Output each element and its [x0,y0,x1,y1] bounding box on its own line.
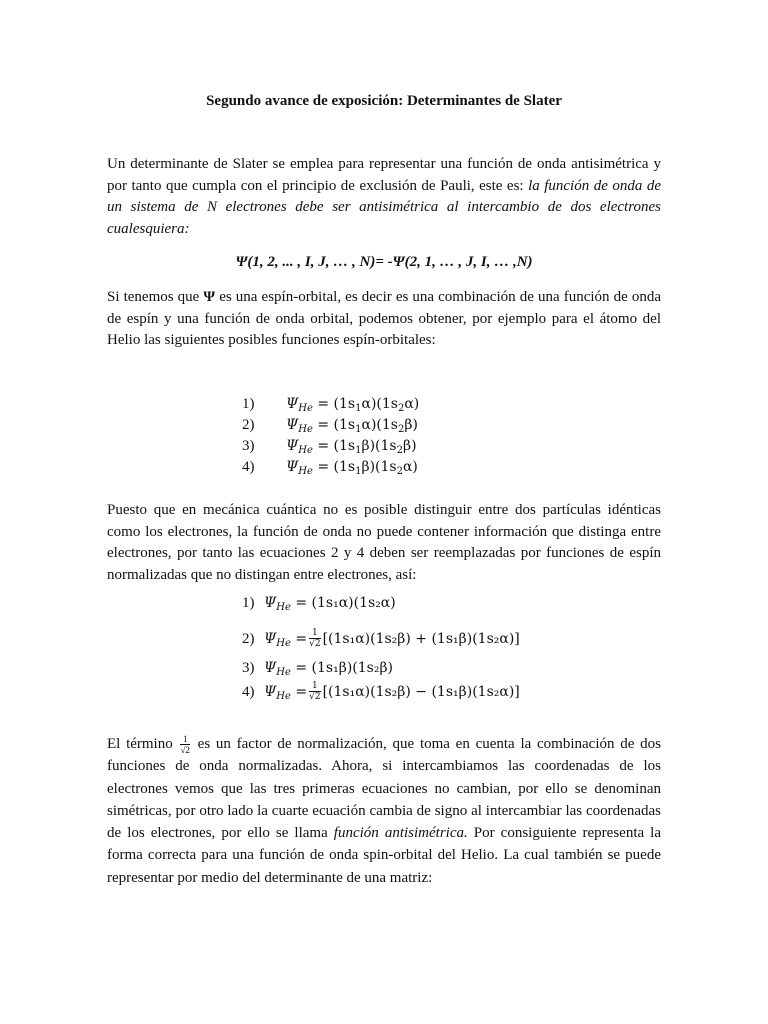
intro-text: Un determinante de Slater se emplea para representar una función de onda antisimétrica y por tanto que cumpla con el principio de exclusión de Pauli, este es: [107,156,661,194]
one-over-root-two: $\frac{1}{√2}$ [180,734,190,756]
list-item-equation: $\Psi_{He}$ = $\frac{1}{√2}$ [(1s₁α)(1s₂β) − (1s₁β)(1s₂α)] [264,681,520,702]
list-item-equation: $\Psi_{He} = (1s_1\alpha)(1s_2\alpha)$ [286,396,420,414]
list-item [242,438,417,455]
normalization-paragraph [107,733,661,889]
psi-symbol: Ψ [203,289,216,305]
list-item [242,660,393,677]
antisymmetry-equation: Ψ(1, 2, ... , I, J, … , N)= -Ψ(2, 1, … , J, I, … ,N) [235,254,533,270]
spin-orbital-paragraph [107,287,661,352]
intro-paragraph [107,154,661,240]
list-item-equation: $\Psi_{He} = (1s_1\beta)(1s_2\beta)$ [286,438,417,456]
list-item-number: 2) [242,417,255,433]
document-title: Segundo avance de exposición: Determinantes de Slater [206,93,562,109]
intro-italic-text: la función de onda de un sistema de N electrones debe ser antisimétrica al intercambio de dos electrones cualesquiera: [107,177,661,237]
list-item [242,459,418,476]
list-item [242,681,520,702]
list-item [242,628,520,649]
list-item [242,396,419,413]
normalization-text-3: Por consiguiente representa la forma correcta para una función de onda spin-orbital del Helio. La cual también se puede representar por medio del determinante de una matriz: [107,825,662,886]
list-item-equation: $\Psi_{He} = (1s_1\beta)(1s_2\beta)$ [264,660,393,678]
list-item-number: 1) [242,595,255,611]
list-item-number: 3) [242,438,255,454]
list-item-equation: $\Psi_{He} = (1s_1\beta)(1s_2\alpha)$ [286,459,418,477]
list-item-number: 3) [242,660,255,676]
list-item-number: 1) [242,396,255,412]
one-over-root-two: $\frac{1}{√2}$ [309,628,321,649]
spin-orbital-text-after: es una espín-orbital, es decir es una combinación de una función de onda de espín y una función de onda orbital, podemos obtener, por ejemplo para el átomo del Helio las siguientes posibles funciones espín-orbitales: [107,289,661,349]
normalization-text-2: es un factor de normalización, que toma en cuenta la combinación de dos funciones de onda normalizadas. Ahora, si intercambiamos las coordenadas de los electrones vemos que las tres primeras ecuaciones no cambian, por ello se denominan simétricas, por otro lado la cuarte ecuación cambia de signo al intercambiar las coordenadas de los electrones, por ello se llama [107,736,661,842]
normalization-text-1: El término [107,736,179,752]
indistinguishable-paragraph: Puesto que en mecánica cuántica no es posible distinguir entre dos partículas idénticas como los electrones, la función de onda no puede contener información que distinga entre electrones, por tanto las ecuaciones 2 y 4 deben ser reemplazadas por funciones de espín normalizadas que no distingan entre electrones, así: [107,502,661,583]
list-item [242,595,396,612]
spin-orbital-text-before: Si tenemos que [107,289,204,305]
list-item-equation: $\Psi_{He}$ = $\frac{1}{√2}$ [(1s₁α)(1s₂β) + (1s₁β)(1s₂α)] [264,628,520,649]
list-item-equation: $\Psi_{He} = (1s_1\alpha)(1s_2\alpha)$ [264,595,396,613]
list-item-number: 2) [242,630,255,647]
antisymmetric-function-term: función antisimétrica. [333,825,468,842]
one-over-root-two: $\frac{1}{√2}$ [309,681,321,702]
list-item-number: 4) [242,683,255,700]
list-item-equation: $\Psi_{He} = (1s_1\alpha)(1s_2\beta)$ [286,417,418,435]
list-item-number: 4) [242,459,255,475]
list-item [242,417,418,434]
